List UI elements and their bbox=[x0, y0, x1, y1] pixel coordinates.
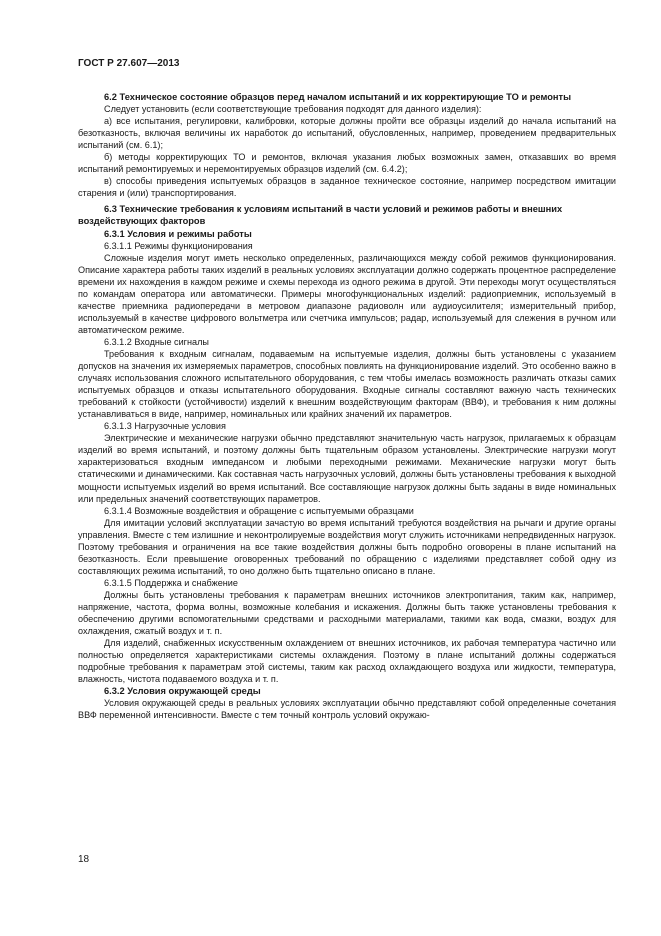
paragraph: Должны быть установлены требования к параметрам внешних источников электропитания, таким как, например, напряжение, частота, форма волны, возможные колебания и искажения. Должны быть также установлены требования к обеспечению другими вспомогательными средствами и расходными материалами, такими как вода, смазки, воздух для охлаждения, сжатый воздух и т. п. bbox=[78, 589, 616, 637]
subsection-heading: 6.3.2 Условия окружающей среды bbox=[104, 686, 261, 697]
paragraph: Для изделий, снабженных искусственным охлаждением от внешних источников, их рабочая температура частично или полностью определяется характеристиками системы охлаждения. Поэтому в плане испытаний должны содержаться подробные требования к параметрам этой системы, таким как расход охлаждающего воздуха или жидкости, температура, влажность, чистота подаваемого воздуха и т. п. bbox=[78, 638, 616, 685]
paragraph: Условия окружающей среды в реальных условиях эксплуатации обычно представляют собой определенные сочетания ВВФ переменной интенсивности. Вместе с тем точный контроль условий окружаю- bbox=[78, 698, 616, 721]
paragraph: Для имитации условий эксплуатации зачастую во время испытаний требуются воздействия на рычаги и другие органы управления. Вместе с тем излишние и неконтролируемые воздействия могут служить источниками непредвиденных нагрузок. Поэтому требования и ограничения на все такие воздействия должны быть подробно оговорены в плане испытаний на безотказность. Если превышение оговоренных требований по обращению с изделиями представляет собой одну из составляющих режима испытаний, то оно должно быть тщательно описано в плане. bbox=[78, 517, 616, 576]
clause-heading: 6.3.1.4 Возможные воздействия и обращение с испытуемыми образцами bbox=[104, 505, 414, 516]
section-heading: 6.3 Технические требования к условиям испытаний в части условий и режимов работы и внешних воздействующих факторов bbox=[78, 204, 563, 227]
paragraph: Следует установить (если соответствующие требования подходят для данного изделия): bbox=[104, 104, 482, 115]
document-header: ГОСТ Р 27.607—2013 bbox=[78, 58, 180, 69]
paragraph: Сложные изделия могут иметь несколько определенных, различающихся между собой режимов функционирования. Описание характера работы таких изделий в реальных условиях эксплуатации должно содержать процентное распределение времени их нахождения в каждом режиме и схемы перехода из одного режима в другой. Эти переходы могут осуществляться по командам оператора или автоматически. Примеры многофункциональных изделий: радиоприемник, используемый в качестве приемника радиопередачи в метровом диапазоне радиоволн или аудиоусилителя; измерительный прибор, используемый в качестве цифрового вольтметра или счетчика импульсов; радар, используемый для слежения в ручном или автоматическом режиме. bbox=[78, 252, 616, 335]
document-body bbox=[78, 91, 616, 721]
subsection-heading: 6.3.1 Условия и режимы работы bbox=[104, 228, 252, 239]
page-number: 18 bbox=[78, 854, 90, 865]
clause-heading: 6.3.1.1 Режимы функционирования bbox=[104, 240, 253, 251]
paragraph: а) все испытания, регулировки, калибровки, которые должны пройти все образцы изделий до начала испытаний на безотказность, включая величины их наработок до испытаний, обусловленных, например, проведением предварительных испытаний (см. 6.1); bbox=[78, 116, 616, 151]
document-page bbox=[78, 58, 616, 721]
paragraph: в) способы приведения испытуемых образцов в заданное техническое состояние, например посредством имитации старения и (или) транспортирования. bbox=[78, 176, 616, 199]
section-heading: 6.2 Техническое состояние образцов перед началом испытаний и их корректирующие ТО и ремонты bbox=[104, 92, 572, 102]
paragraph: Электрические и механические нагрузки обычно представляют значительную часть нагрузок, прилагаемых к образцам изделий во время испытаний, и поэтому должны быть тщательным образом установлены. Электрические нагрузки могут характеризоваться входным импедансом и любыми переходными режимами. Механические нагрузки могут быть статическими и динамическими. Как составная часть нагрузочных условий, должны быть установлены требования к выходной мощности испытуемых изделий во время испытаний. Все составляющие нагрузок должны быть заданы в виде номинальных или предельных значений соответствующих параметров. bbox=[78, 433, 616, 504]
clause-heading: 6.3.1.2 Входные сигналы bbox=[104, 336, 209, 347]
paragraph: б) методы корректирующих ТО и ремонтов, включая указания любых возможных замен, отказавших во время испытаний ремонтируемых и неремонтируемых образцов изделий (см. 6.4.2); bbox=[78, 152, 616, 175]
clause-heading: 6.3.1.5 Поддержка и снабжение bbox=[104, 577, 238, 588]
clause-heading: 6.3.1.3 Нагрузочные условия bbox=[104, 421, 226, 432]
paragraph: Требования к входным сигналам, подаваемым на испытуемые изделия, должны быть установлены с указанием допусков на значения их измеряемых параметров, способных повлиять на функционирование изделий. Это особенно важно в случаях использования сложного испытательного оборудования, с тем чтобы имелась возможность различать отказы самих испытуемых образцов и отказы испытательного оборудования. Входные сигналы составляют важную часть технических требований к стойкости (устойчивости) изделий к внешним воздействующим факторам (ВВФ), и требования к ним должны устанавливаться в виде, например, номинальных или крайних значений их параметров. bbox=[78, 348, 616, 420]
